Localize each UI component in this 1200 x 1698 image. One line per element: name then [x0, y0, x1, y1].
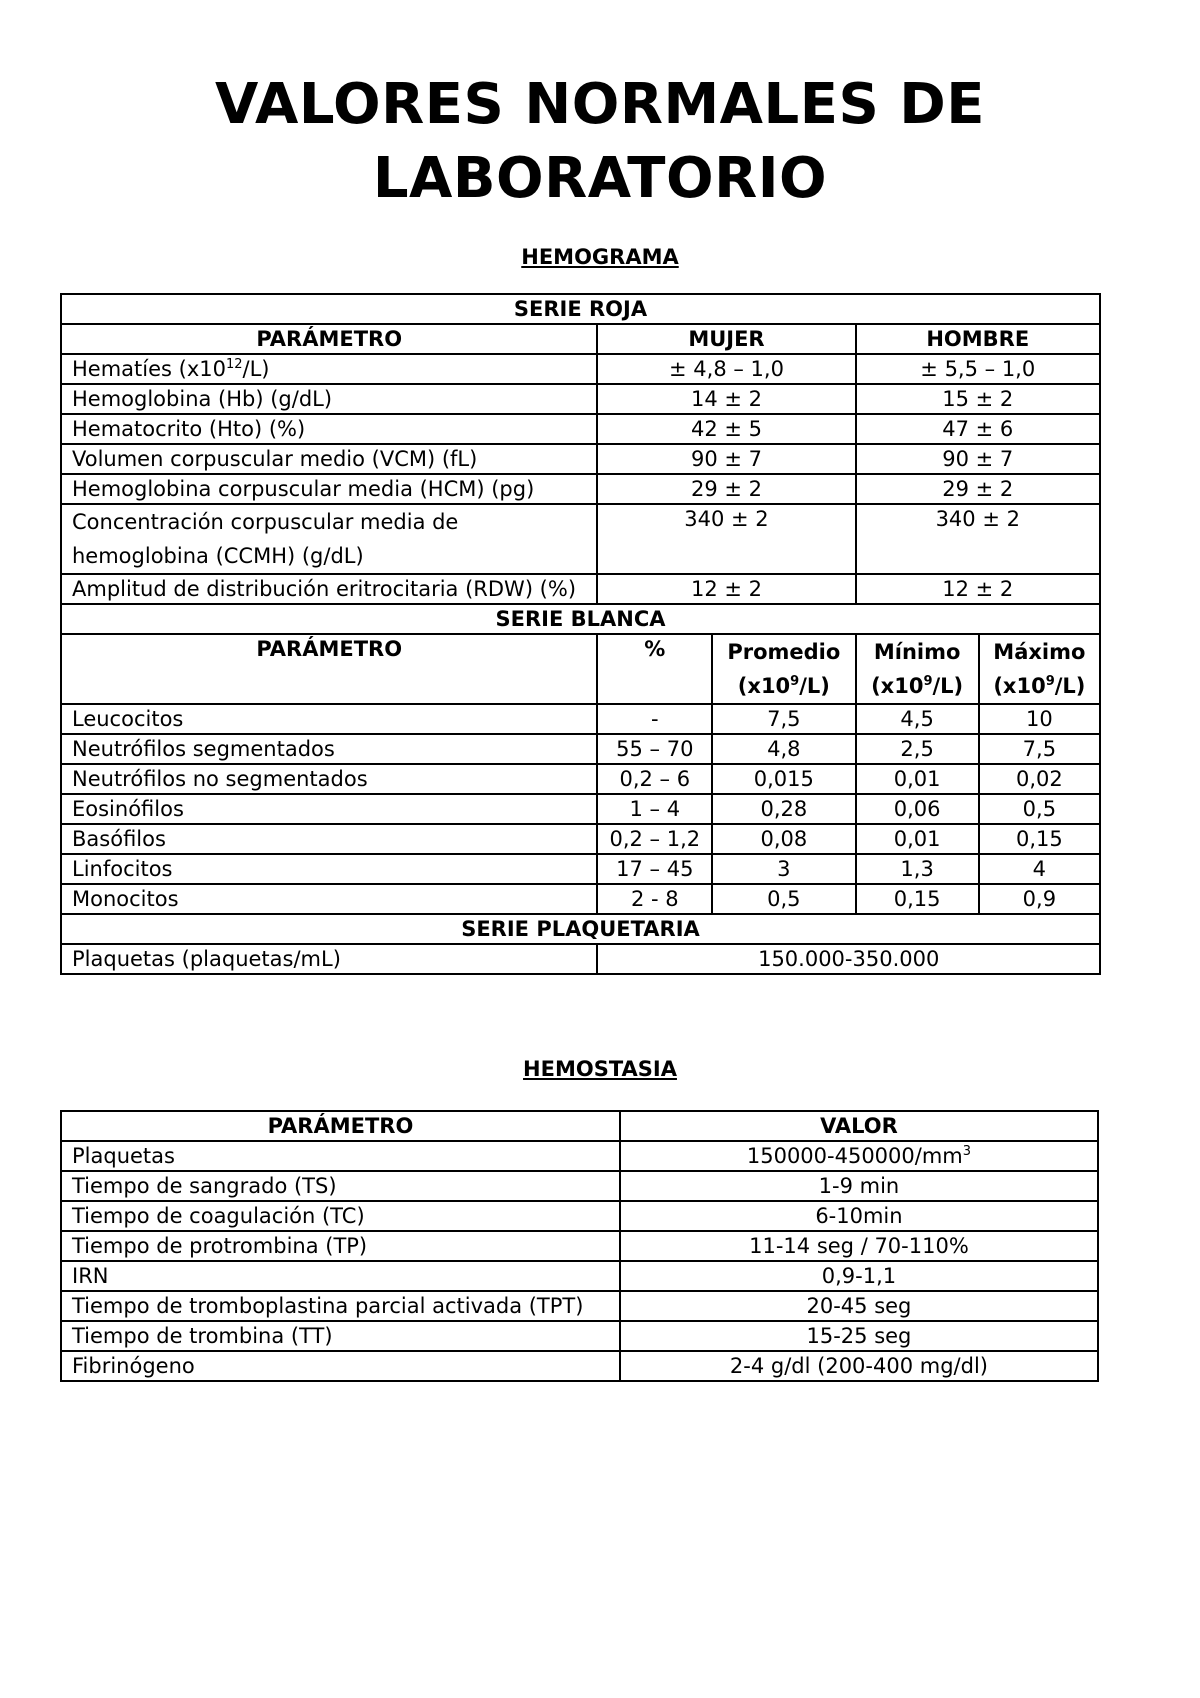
- maximo-cell: 7,5: [979, 734, 1100, 764]
- col-header-label: Promedio: [727, 640, 841, 664]
- minimo-cell: 1,3: [856, 854, 979, 884]
- minimo-cell: 4,5: [856, 704, 979, 734]
- mujer-cell: ± 4,8 – 1,0: [597, 354, 855, 384]
- value-cell: 2-4 g/dl (200-400 mg/dl): [620, 1351, 1098, 1381]
- maximo-cell: 4: [979, 854, 1100, 884]
- serie-plaquetaria-header: SERIE PLAQUETARIA: [61, 914, 1100, 944]
- unit-sup: 9: [1045, 674, 1055, 689]
- col-header-maximo: [979, 634, 1100, 704]
- table-row: [61, 944, 1100, 974]
- table-row: [61, 734, 1100, 764]
- param-cell: Plaquetas: [61, 1141, 620, 1171]
- param-cell: Linfocitos: [61, 854, 597, 884]
- table-row: [61, 884, 1100, 914]
- hombre-cell: ± 5,5 – 1,0: [856, 354, 1100, 384]
- percent-cell: 17 – 45: [597, 854, 712, 884]
- promedio-cell: 0,28: [712, 794, 855, 824]
- hombre-cell: 12 ± 2: [856, 574, 1100, 604]
- table-row: [61, 354, 1100, 384]
- param-cell: Plaquetas (plaquetas/mL): [61, 944, 597, 974]
- param-cell: [61, 354, 597, 384]
- table-row: [61, 504, 1100, 574]
- param-superscript: 12: [225, 357, 243, 372]
- unit-post: /L): [932, 674, 964, 698]
- maximo-cell: 0,9: [979, 884, 1100, 914]
- col-header-promedio: [712, 634, 855, 704]
- mujer-cell: 12 ± 2: [597, 574, 855, 604]
- value-cell: 6-10min: [620, 1201, 1098, 1231]
- promedio-cell: 0,015: [712, 764, 855, 794]
- unit-pre: (x10: [871, 674, 924, 698]
- value-cell: 150.000-350.000: [597, 944, 1100, 974]
- param-cell: Basófilos: [61, 824, 597, 854]
- col-header-hombre: HOMBRE: [856, 324, 1100, 354]
- percent-cell: 2 - 8: [597, 884, 712, 914]
- value-cell: 15-25 seg: [620, 1321, 1098, 1351]
- table-row: [61, 764, 1100, 794]
- table-row: [61, 444, 1100, 474]
- mujer-cell: 29 ± 2: [597, 474, 855, 504]
- mujer-cell: 340 ± 2: [597, 504, 855, 574]
- percent-cell: 0,2 – 1,2: [597, 824, 712, 854]
- param-cell: IRN: [61, 1261, 620, 1291]
- serie-roja-columns-row: [61, 324, 1100, 354]
- minimo-cell: 0,06: [856, 794, 979, 824]
- hombre-cell: 47 ± 6: [856, 414, 1100, 444]
- mujer-cell: 42 ± 5: [597, 414, 855, 444]
- table-row: [61, 474, 1100, 504]
- param-text-end: /L): [242, 357, 270, 381]
- col-header-minimo: [856, 634, 979, 704]
- table-row: [61, 1321, 1098, 1351]
- table-row: [61, 824, 1100, 854]
- param-cell: Neutrófilos segmentados: [61, 734, 597, 764]
- serie-blanca-header: SERIE BLANCA: [61, 604, 1100, 634]
- percent-cell: 1 – 4: [597, 794, 712, 824]
- table-row: [61, 1291, 1098, 1321]
- maximo-cell: 10: [979, 704, 1100, 734]
- mujer-cell: 14 ± 2: [597, 384, 855, 414]
- title-line-2: LABORATORIO: [372, 146, 828, 211]
- promedio-cell: 4,8: [712, 734, 855, 764]
- param-cell: Tiempo de tromboplastina parcial activada (TPT): [61, 1291, 620, 1321]
- value-cell: 20-45 seg: [620, 1291, 1098, 1321]
- table-row: [61, 574, 1100, 604]
- promedio-cell: 0,08: [712, 824, 855, 854]
- param-cell: Neutrófilos no segmentados: [61, 764, 597, 794]
- percent-cell: -: [597, 704, 712, 734]
- param-cell: Hemoglobina (Hb) (g/dL): [61, 384, 597, 414]
- maximo-cell: 0,02: [979, 764, 1100, 794]
- value-superscript: 3: [962, 1144, 972, 1159]
- table-row: [61, 854, 1100, 884]
- hombre-cell: 15 ± 2: [856, 384, 1100, 414]
- promedio-cell: 0,5: [712, 884, 855, 914]
- serie-plaquetaria-header-row: [61, 914, 1100, 944]
- table-row: [61, 1351, 1098, 1381]
- hemostasia-columns-row: [61, 1111, 1098, 1141]
- percent-cell: 55 – 70: [597, 734, 712, 764]
- col-header-mujer: MUJER: [597, 324, 855, 354]
- value-cell: 0,9-1,1: [620, 1261, 1098, 1291]
- table-row: [61, 704, 1100, 734]
- hombre-cell: 29 ± 2: [856, 474, 1100, 504]
- table-row: [61, 384, 1100, 414]
- col-header-parametro: PARÁMETRO: [61, 324, 597, 354]
- param-cell: Tiempo de sangrado (TS): [61, 1171, 620, 1201]
- param-cell: Tiempo de coagulación (TC): [61, 1201, 620, 1231]
- unit-post: /L): [1054, 674, 1086, 698]
- hemograma-table: [60, 293, 1101, 975]
- unit-pre: (x10: [993, 674, 1046, 698]
- table-row: [61, 414, 1100, 444]
- table-row: [61, 1171, 1098, 1201]
- serie-blanca-header-row: [61, 604, 1100, 634]
- value-cell: [620, 1141, 1098, 1171]
- table-row: [61, 794, 1100, 824]
- maximo-cell: 0,5: [979, 794, 1100, 824]
- minimo-cell: 0,15: [856, 884, 979, 914]
- col-header-valor: VALOR: [620, 1111, 1098, 1141]
- mujer-cell: 90 ± 7: [597, 444, 855, 474]
- unit-pre: (x10: [737, 674, 791, 698]
- title-line-1: VALORES NORMALES DE: [214, 72, 986, 137]
- param-cell: Fibrinógeno: [61, 1351, 620, 1381]
- param-cell: Volumen corpuscular medio (VCM) (fL): [61, 444, 597, 474]
- hombre-cell: 90 ± 7: [856, 444, 1100, 474]
- promedio-cell: 3: [712, 854, 855, 884]
- serie-roja-header-row: [61, 294, 1100, 324]
- table-row: [61, 1261, 1098, 1291]
- hemostasia-heading: HEMOSTASIA: [523, 1057, 677, 1081]
- value-text: 150000-450000/mm: [746, 1144, 963, 1168]
- page-title: [0, 68, 1200, 216]
- param-cell: Amplitud de distribución eritrocitaria (RDW) (%): [61, 574, 597, 604]
- table-row: [61, 1231, 1098, 1261]
- param-cell: Concentración corpuscular media de hemoglobina (CCMH) (g/dL): [61, 504, 597, 574]
- serie-blanca-columns-row: [61, 634, 1100, 704]
- param-cell: Hemoglobina corpuscular media (HCM) (pg): [61, 474, 597, 504]
- param-cell: Tiempo de protrombina (TP): [61, 1231, 620, 1261]
- minimo-cell: 2,5: [856, 734, 979, 764]
- promedio-cell: 7,5: [712, 704, 855, 734]
- table-row: [61, 1141, 1098, 1171]
- value-cell: 1-9 min: [620, 1171, 1098, 1201]
- param-cell: Leucocitos: [61, 704, 597, 734]
- col-header-parametro: PARÁMETRO: [61, 1111, 620, 1141]
- unit-post: /L): [799, 674, 830, 698]
- param-cell: Tiempo de trombina (TT): [61, 1321, 620, 1351]
- col-header-label: Mínimo: [873, 640, 961, 664]
- param-cell: Monocitos: [61, 884, 597, 914]
- col-header-parametro: PARÁMETRO: [61, 634, 597, 704]
- unit-sup: 9: [790, 674, 800, 689]
- col-header-label: Máximo: [993, 640, 1086, 664]
- minimo-cell: 0,01: [856, 764, 979, 794]
- hombre-cell: 340 ± 2: [856, 504, 1100, 574]
- unit-sup: 9: [923, 674, 933, 689]
- value-cell: 11-14 seg / 70-110%: [620, 1231, 1098, 1261]
- param-text: Hematíes (x10: [72, 357, 226, 381]
- table-row: [61, 1201, 1098, 1231]
- serie-roja-header: SERIE ROJA: [61, 294, 1100, 324]
- col-header-percent: %: [597, 634, 712, 704]
- percent-cell: 0,2 – 6: [597, 764, 712, 794]
- minimo-cell: 0,01: [856, 824, 979, 854]
- maximo-cell: 0,15: [979, 824, 1100, 854]
- hemostasia-table: [60, 1110, 1099, 1382]
- param-cell: Eosinófilos: [61, 794, 597, 824]
- param-cell: Hematocrito (Hto) (%): [61, 414, 597, 444]
- hemograma-heading: HEMOGRAMA: [521, 245, 679, 269]
